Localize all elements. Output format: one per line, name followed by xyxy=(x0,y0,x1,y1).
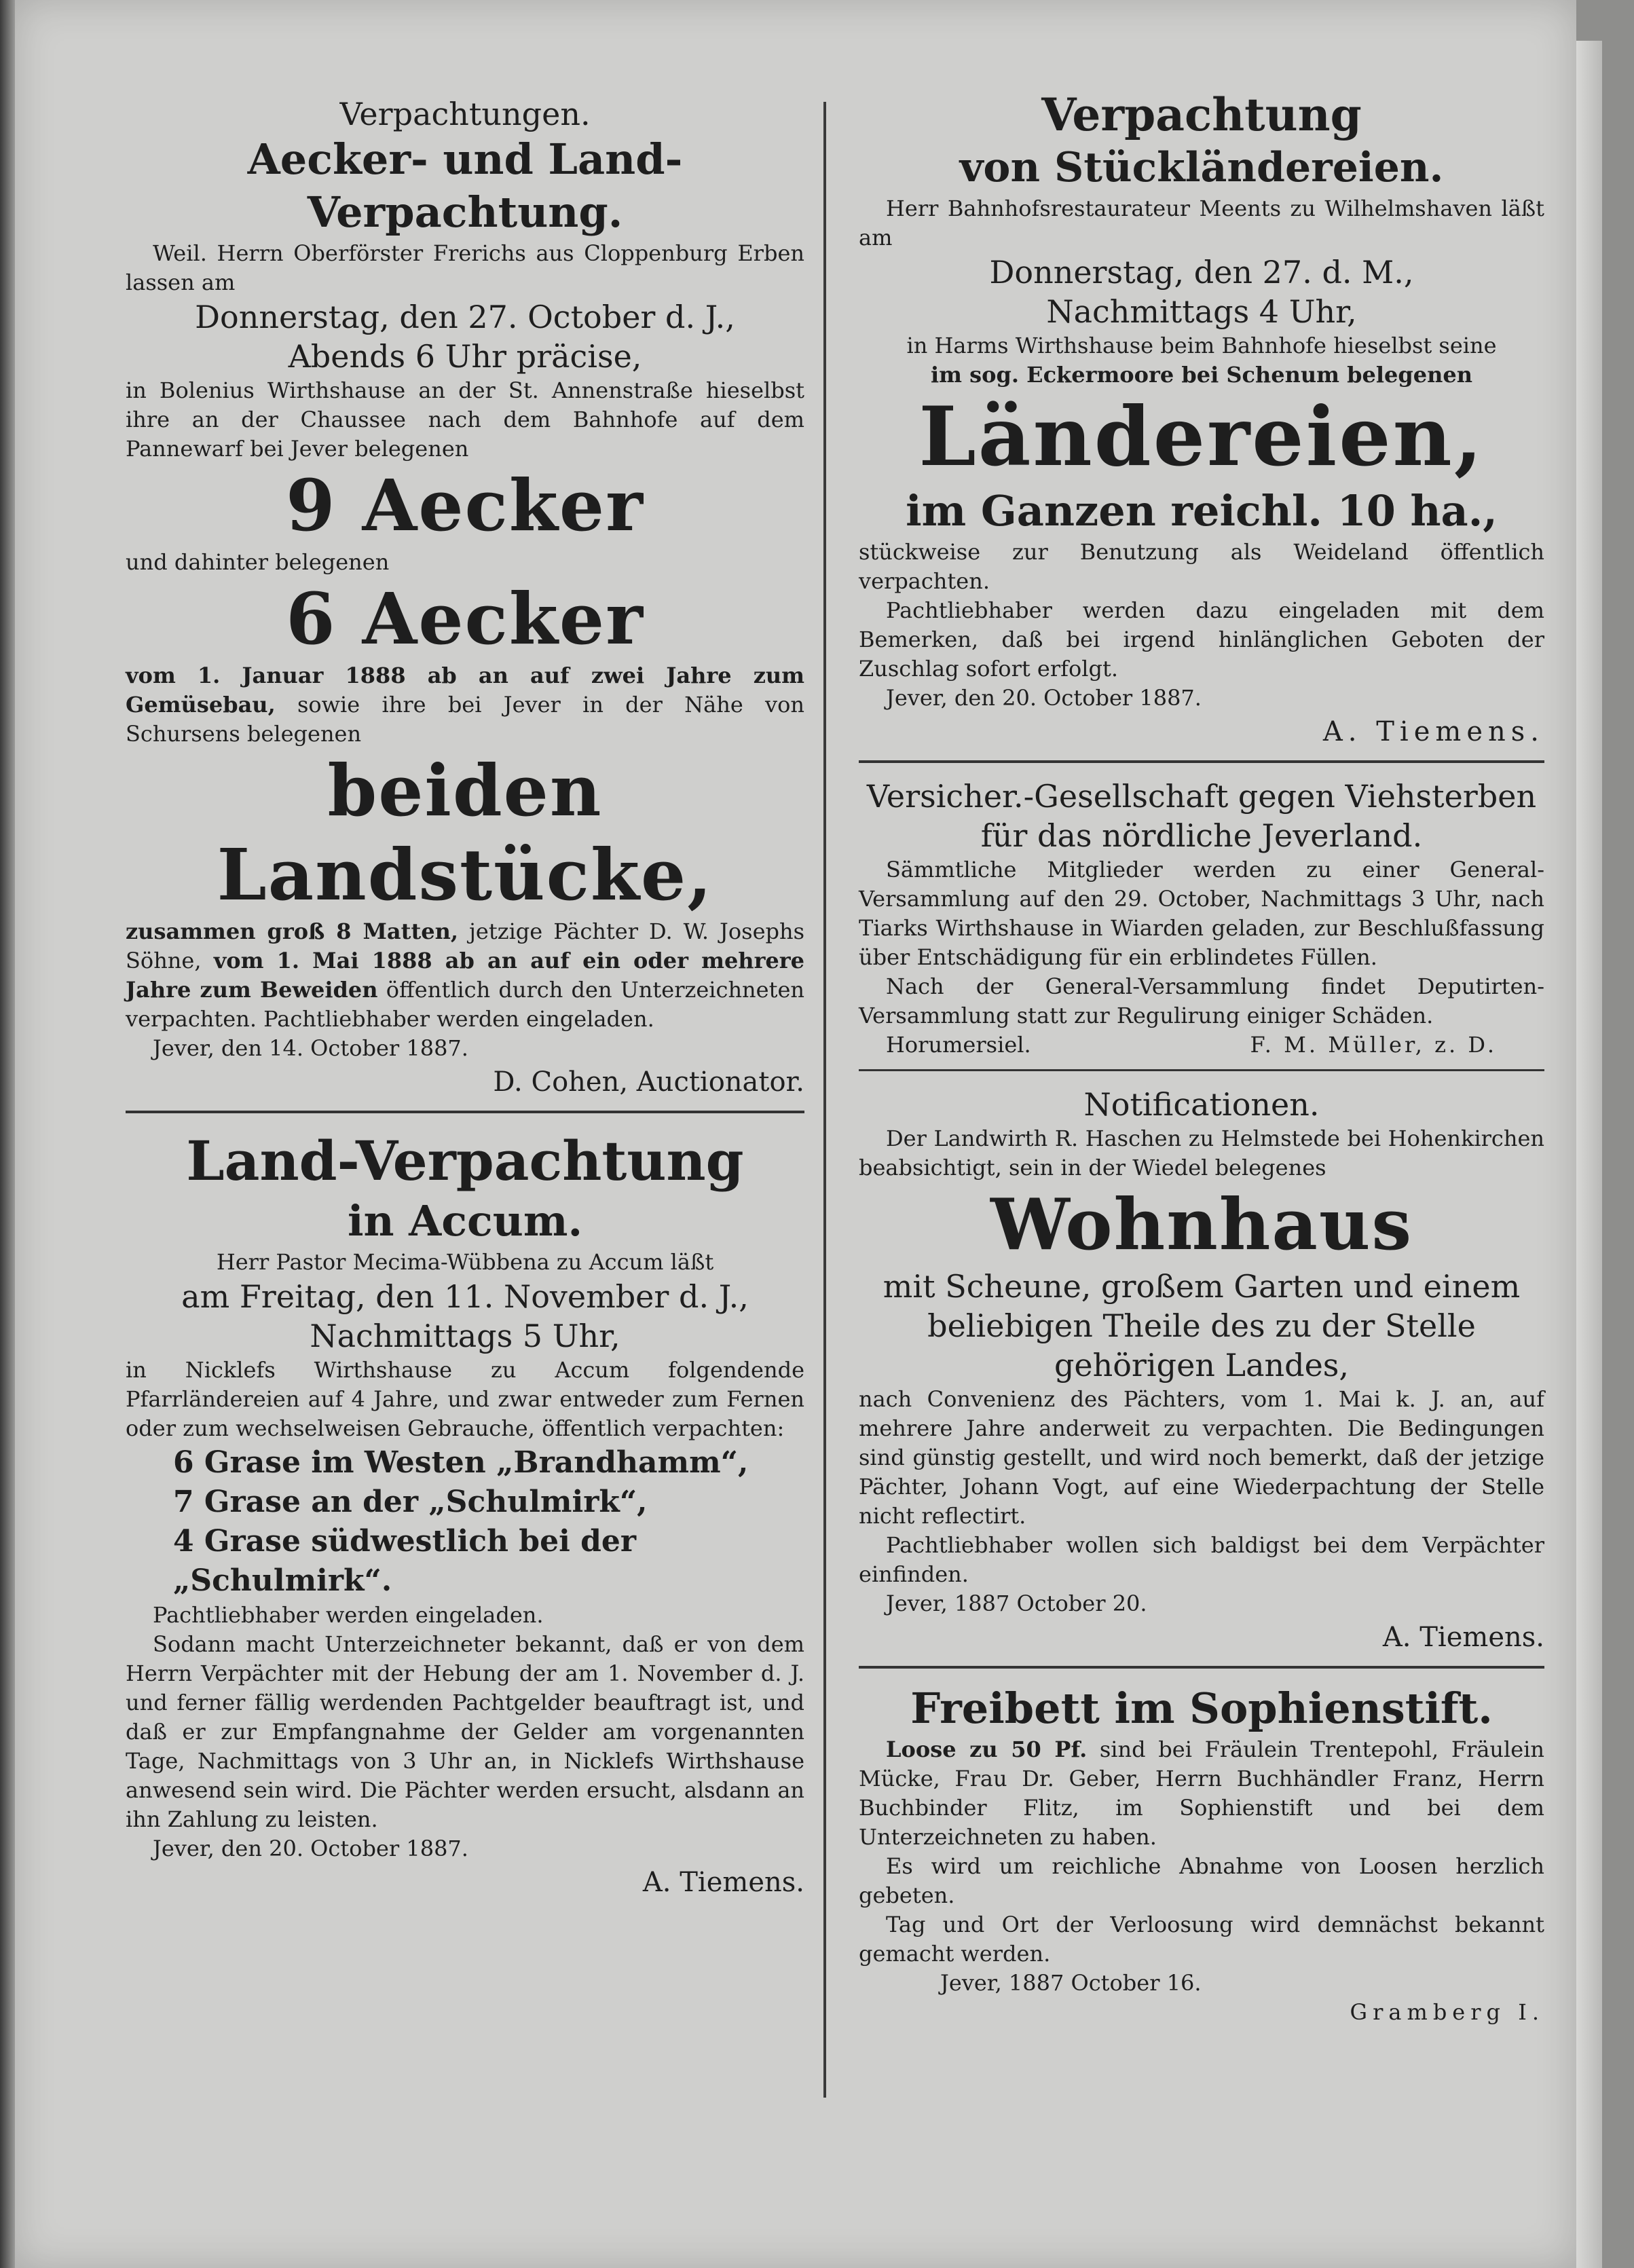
advertisement-wohnhaus xyxy=(859,1085,1544,1656)
ad-place: in Bolenius Wirthshause an der St. Annenstraße hieselbst ihre an der Chaussee nach dem Bahnhofe auf dem Pannewarf bei Jever belegenen xyxy=(126,377,804,462)
ad-title: in Accum. xyxy=(347,1196,583,1246)
ad-body-text: sind bei Fräulein Trentepohl, Fräulein Mücke, Frau Dr. Geber, Herrn Buchhändler Franz, Herrn Buchbinder Flitz, im Sophienstift und bei dem Unterzeichneten zu haben. xyxy=(859,1736,1545,1850)
ad-body: Nach der General-Versammlung findet Deputirten-Versammlung statt zur Regulirung einiger Schäden. xyxy=(859,973,1544,1028)
ad-dateline: Jever, den 20. October 1887. xyxy=(886,685,1202,711)
ad-draw: Tag und Ort der Verloosung wird demnächst bekannt gemacht werden. xyxy=(859,1912,1544,1967)
advertisement-land-verpachtung-accum xyxy=(126,1127,804,1901)
ad-signature-line xyxy=(859,1030,1544,1060)
ad-terms-bold: vom 1. Januar 1888 ab an auf zwei Jahre zum Gemüsebau, xyxy=(126,663,804,718)
book-spine xyxy=(0,0,15,2268)
ad-title: von Stückländereien. xyxy=(959,144,1444,191)
ad-time: Nachmittags 4 Uhr, xyxy=(1046,293,1357,330)
ad-terms-text: sowie ihre bei Jever in der Nähe von Schursens belegenen xyxy=(126,692,805,747)
ad-item: 7 Grase an der „Schulmirk“, xyxy=(173,1485,648,1519)
ad-size: im Ganzen reichl. 10 ha., xyxy=(906,486,1498,536)
ad-signature: A. Tiemens. xyxy=(1382,1622,1544,1653)
advertisement-stucklandereien xyxy=(859,88,1544,751)
ad-body-bold: Loose zu 50 Pf. xyxy=(886,1736,1088,1762)
ad-size-text: jetzige Pächter D. W. Josephs Söhne, xyxy=(126,918,805,973)
ad-place: Horumersiel. xyxy=(886,1032,1031,1058)
ad-date: Donnerstag, den 27. October d. J., xyxy=(195,299,735,335)
advertisement-versicherung xyxy=(859,777,1544,1060)
ad-title: Aecker- und Land- xyxy=(247,134,683,184)
ad-lot: beiden Landstücke, xyxy=(217,749,713,916)
ad-body: in Nicklefs Wirthshause zu Accum folgendende Pfarrländereien auf 4 Jahre, und zwar entweder zum Fernen oder zum wechselweisen Gebrauche, öffentlich verpachten: xyxy=(126,1357,804,1441)
ad-lot: 6 Aecker xyxy=(286,577,644,661)
ad-separator xyxy=(126,1111,804,1113)
left-column xyxy=(126,95,804,1901)
ad-kicker: Verpachtungen. xyxy=(339,96,591,132)
ad-dateline: Jever, 1887 October 20. xyxy=(886,1591,1147,1616)
ad-body: stückweise zur Benutzung als Weideland öffentlich verpachten. xyxy=(859,539,1544,594)
ad-title: Verpachtung xyxy=(1041,88,1362,141)
ad-item: 4 Grase südwestlich bei der „Schulmirk“. xyxy=(173,1524,637,1598)
ad-time: Nachmittags 5 Uhr, xyxy=(310,1318,620,1354)
ad-place: in Harms Wirthshause beim Bahnhofe hieselbst seine xyxy=(906,333,1497,358)
ad-size-text: öffentlich durch den Unterzeichneten verpachten. Pachtliebhaber werden eingeladen. xyxy=(126,977,805,1032)
ad-item: 6 Grase im Westen „Brandhamm“, xyxy=(173,1445,749,1480)
page-edge xyxy=(1576,41,1602,2268)
ad-lot: 9 Aecker xyxy=(286,464,644,547)
ad-signature: A. Tiemens. xyxy=(1322,716,1544,747)
ad-size xyxy=(126,917,804,1034)
ad-intro: Herr Pastor Mecima-Wübbena zu Accum läßt xyxy=(216,1249,714,1275)
ad-place: im sog. Eckermoore bei Schenum belegenen xyxy=(931,362,1472,388)
ad-title: Land-Verpachtung xyxy=(186,1129,744,1193)
advertisement-acker-verpachtung xyxy=(126,95,804,1101)
ad-title: Freibett im Sophienstift. xyxy=(910,1684,1493,1733)
ad-time: Abends 6 Uhr präcise, xyxy=(288,338,642,375)
ad-invite: Pachtliebhaber werden eingeladen. xyxy=(153,1602,544,1628)
ad-body: nach Convenienz des Pächters, vom 1. Mai k. J. an, auf mehrere Jahre anderweit zu verpachten. Die Bedingungen sind günstig gestellt, und wird noch bemerkt, daß der jetzige Pächter, Johann Vogt, auf eine Wiederpachtung der Stelle nicht reflectirt. xyxy=(859,1386,1544,1529)
ad-signature: Gramberg I. xyxy=(1350,1999,1544,2025)
column-divider xyxy=(823,102,826,2098)
ad-lot: Wohnhaus xyxy=(990,1183,1413,1266)
ad-intro: Weil. Herrn Oberförster Frerichs aus Cloppenburg Erben lassen am xyxy=(126,240,804,295)
ad-title: Versicher.-Gesellschaft gegen Viehsterben xyxy=(866,778,1537,815)
ad-date: Donnerstag, den 27. d. M., xyxy=(989,254,1414,291)
ad-size-bold: zusammen groß 8 Matten, xyxy=(126,918,458,944)
ad-terms xyxy=(126,661,804,749)
ad-separator xyxy=(859,760,1544,763)
ad-with: mit Scheune, großem Garten und einem beliebigen Theile des zu der Stelle gehörigen Landes, xyxy=(883,1268,1521,1383)
ad-separator xyxy=(859,1666,1544,1669)
ad-request: Es wird um reichliche Abnahme von Loosen herzlich gebeten. xyxy=(859,1853,1544,1908)
ad-size-bold: vom 1. Mai 1888 ab an auf ein oder mehrere Jahre zum Beweiden xyxy=(126,948,805,1003)
ad-invite: Pachtliebhaber werden dazu eingeladen mit dem Bemerken, daß bei irgend hinlänglichen Geboten der Zuschlag sofort erfolgt. xyxy=(859,597,1544,682)
ad-body: Sämmtliche Mitglieder werden zu einer General-Versammlung auf den 29. October, Nachmittags 3 Uhr, nach Tiarks Wirthshause in Wiarden geladen, zur Beschlußfassung über Entschädigung für ein erblindetes Füllen. xyxy=(859,857,1544,970)
ad-intro: Herr Bahnhofsrestaurateur Meents zu Wilhelmshaven läßt am xyxy=(859,196,1544,250)
ad-date: am Freitag, den 11. November d. J., xyxy=(181,1278,749,1315)
ad-dateline: Jever, den 20. October 1887. xyxy=(153,1836,468,1861)
ad-title: Verpachtung. xyxy=(307,187,623,237)
right-column xyxy=(859,88,1544,2027)
ad-signature: D. Cohen, Auctionator. xyxy=(493,1066,804,1098)
ad-invite: Pachtliebhaber wollen sich baldigst bei dem Verpächter einfinden. xyxy=(859,1532,1544,1587)
ad-separator xyxy=(859,1069,1544,1071)
ad-title: für das nördliche Jeverland. xyxy=(980,817,1423,854)
ad-dateline: Jever, den 14. October 1887. xyxy=(153,1035,468,1061)
ad-text: und dahinter belegenen xyxy=(126,549,390,575)
ad-lot: Ländereien, xyxy=(918,389,1485,485)
ad-intro: Der Landwirth R. Haschen zu Helmstede bei Hohenkirchen beabsichtigt, sein in der Wiedel belegenes xyxy=(859,1126,1544,1181)
advertisement-freibett xyxy=(859,1682,1544,2027)
ad-signature: F. M. Müller, z. D. xyxy=(1250,1032,1497,1058)
ad-kicker: Notificationen. xyxy=(1083,1086,1320,1123)
ad-body xyxy=(859,1735,1544,1852)
ad-dateline: Jever, 1887 October 16. xyxy=(940,1970,1202,1996)
ad-signature: A. Tiemens. xyxy=(642,1867,804,1898)
ad-notice: Sodann macht Unterzeichneter bekannt, daß er von dem Herrn Verpächter mit der Hebung der am 1. November d. J. und ferner fällig werdenden Pachtgelder beauftragt ist, und daß er zur Empfangnahme der Gelder am vorgenannten Tage, Nachmittags von 3 Uhr an, in Nicklefs Wirthshause anwesend sein wird. Die Pächter werden ersucht, alsdann an ihn Zahlung zu leisten. xyxy=(126,1631,804,1832)
